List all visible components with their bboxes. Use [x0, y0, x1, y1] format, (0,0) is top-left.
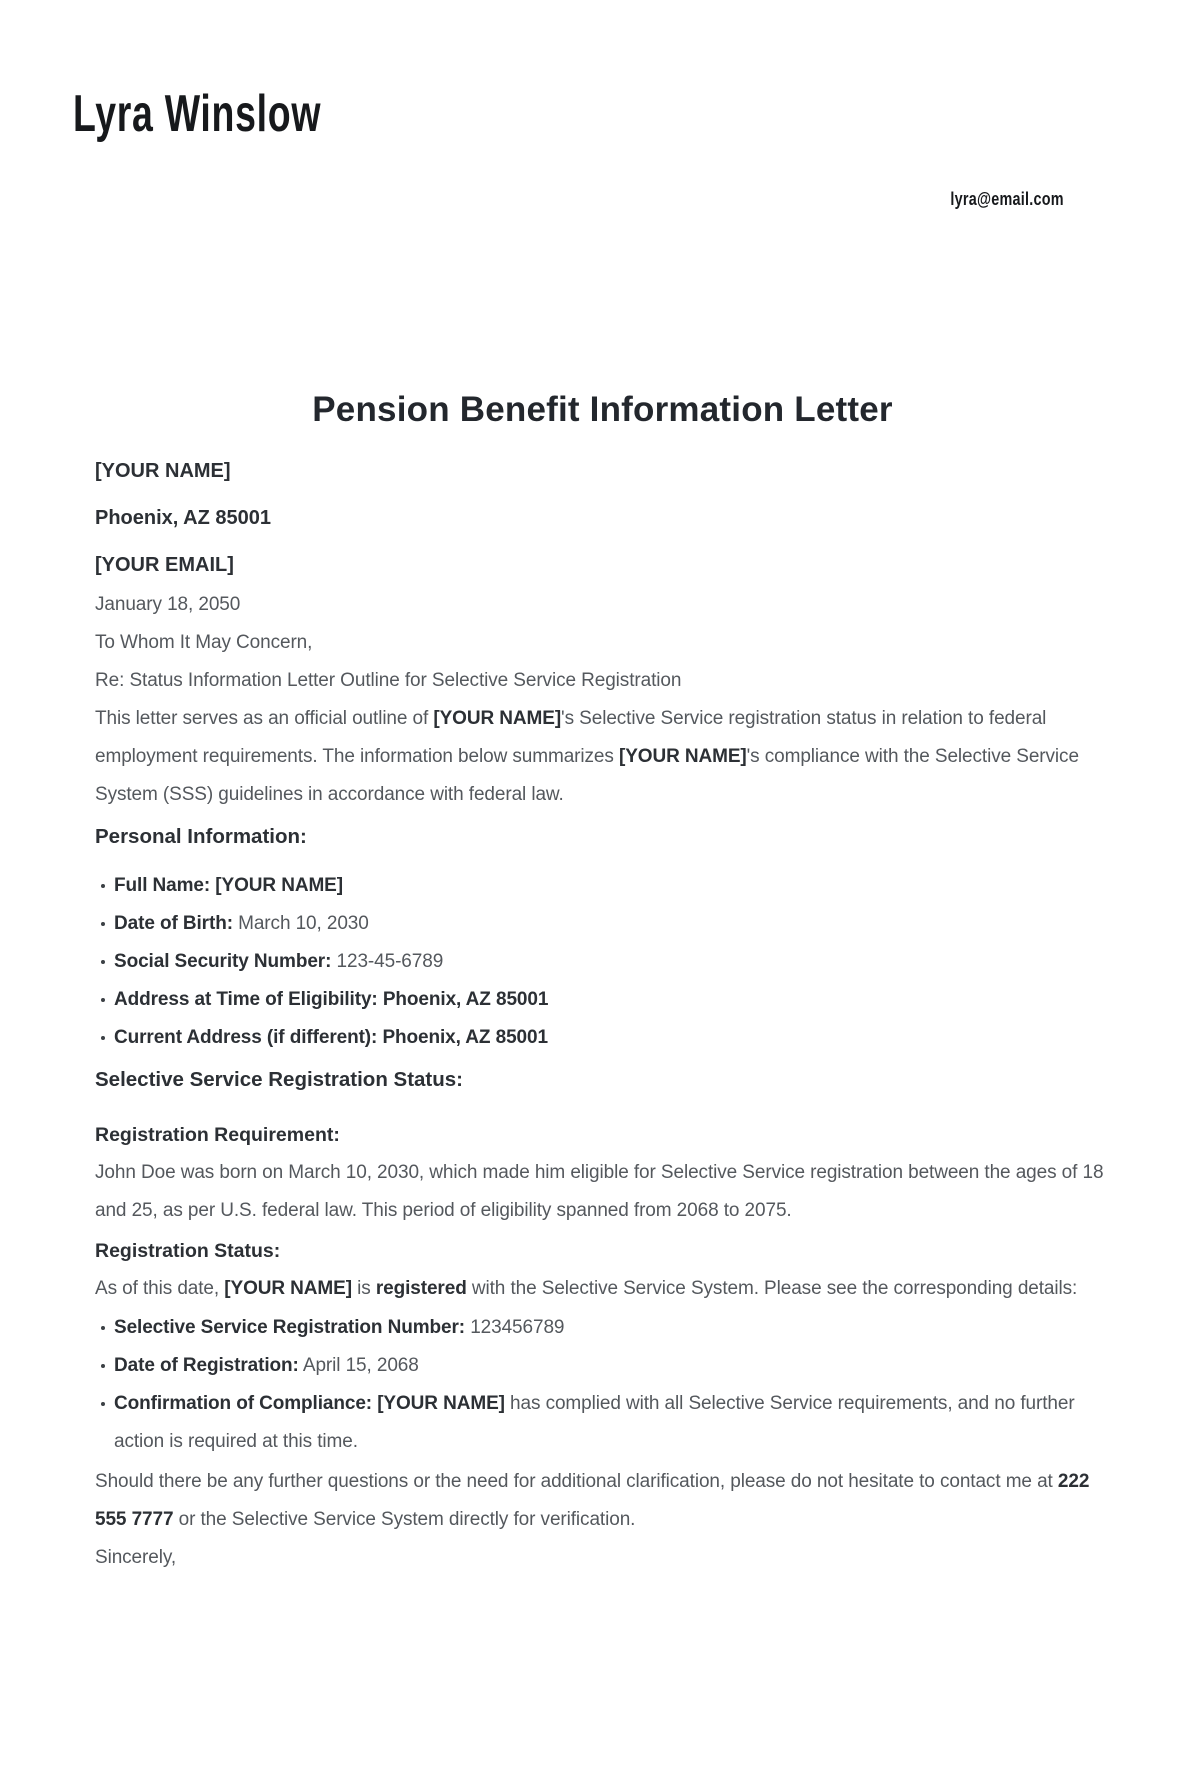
closing-text-2: or the Selective Service System directly for verification.: [173, 1509, 636, 1530]
intro-your-name-1: [YOUR NAME]: [433, 708, 562, 729]
status-text: As of this date,: [95, 1278, 225, 1299]
salutation: To Whom It May Concern,: [95, 632, 313, 653]
list-item-registration-date: [95, 1347, 1110, 1385]
item-value: 123456789: [465, 1317, 565, 1338]
item-label: Current Address (if different): Phoenix, AZ 85001: [114, 1027, 548, 1048]
recipient-address-block: [95, 452, 1110, 584]
signoff: Sincerely,: [95, 1547, 177, 1568]
registration-status-heading: Registration Status:: [95, 1240, 281, 1262]
recipient-city: Phoenix, AZ 85001: [95, 507, 271, 529]
closing-phone: 222 555 7777: [95, 1471, 1090, 1530]
registration-details-list: [95, 1309, 1110, 1461]
subject-line: Re: Status Information Letter Outline for Selective Service Registration: [95, 670, 682, 691]
list-item-date-of-birth: [95, 905, 1110, 943]
personal-info-heading: Personal Information:: [95, 825, 307, 848]
status-text-3: with the Selective Service System. Please see the corresponding details:: [466, 1278, 1078, 1299]
status-your-name: [YOUR NAME]: [224, 1278, 352, 1299]
sender-email: lyra@email.com: [950, 189, 1064, 209]
intro-paragraph: [95, 700, 1110, 814]
item-label: Full Name: [YOUR NAME]: [114, 875, 343, 896]
list-item-compliance: [95, 1385, 1110, 1461]
sender-name-text: Lyra Winslow: [73, 85, 322, 143]
intro-text-3: 's compliance with the Selective Service System (SSS) guidelines in accordance with federal law.: [95, 746, 1079, 805]
personal-info-list: [95, 867, 1110, 1057]
registration-requirement-heading: Registration Requirement:: [95, 1124, 340, 1146]
page-title: Pension Benefit Information Letter: [312, 390, 893, 429]
sender-email-row: [95, 188, 1110, 210]
registration-requirement-paragraph: John Doe was born on March 10, 2030, which made him eligible for Selective Service registration between the ages of 18 and 25, as per U.S. federal law. This period of eligibility spanned from 2068 to 2075.: [95, 1162, 1104, 1221]
item-value: March 10, 2030: [232, 913, 369, 934]
list-item-current-address: [95, 1019, 1110, 1057]
status-text-2: is: [351, 1278, 376, 1299]
closing-text: Should there be any further questions or the need for additional clarification, please do not hesitate to contact me at: [95, 1471, 1058, 1492]
item-label: Confirmation of Compliance: [YOUR NAME]: [114, 1393, 505, 1414]
item-value: has complied with all Selective Service requirements, and no further action is required at this time.: [114, 1393, 1075, 1452]
registration-status-section-heading: Selective Service Registration Status:: [95, 1068, 464, 1091]
list-item-full-name: [95, 867, 1110, 905]
item-value: 123-45-6789: [331, 951, 444, 972]
list-item-registration-number: [95, 1309, 1110, 1347]
intro-text: This letter serves as an official outline of: [95, 708, 434, 729]
sender-name: [73, 86, 1110, 142]
closing-paragraph: [95, 1463, 1110, 1539]
status-registered: registered: [375, 1278, 467, 1299]
list-item-ssn: [95, 943, 1110, 981]
recipient-name: [YOUR NAME]: [95, 460, 231, 482]
intro-text-2: 's Selective Service registration status in relation to federal employment requirements. The information below summarizes: [95, 708, 1047, 767]
letter-date: January 18, 2050: [95, 594, 241, 615]
list-item-eligibility-address: [95, 981, 1110, 1019]
item-label: Address at Time of Eligibility: Phoenix, AZ 85001: [114, 989, 549, 1010]
item-label: Social Security Number:: [114, 951, 332, 972]
letter-page: [0, 86, 1200, 1786]
intro-your-name-2: [YOUR NAME]: [618, 746, 747, 767]
recipient-email: [YOUR EMAIL]: [95, 554, 234, 576]
item-label: Date of Birth:: [114, 913, 233, 934]
registration-status-paragraph: [95, 1270, 1110, 1308]
item-value: April 15, 2068: [298, 1355, 419, 1376]
item-label: Date of Registration:: [114, 1355, 299, 1376]
item-label: Selective Service Registration Number:: [114, 1317, 466, 1338]
